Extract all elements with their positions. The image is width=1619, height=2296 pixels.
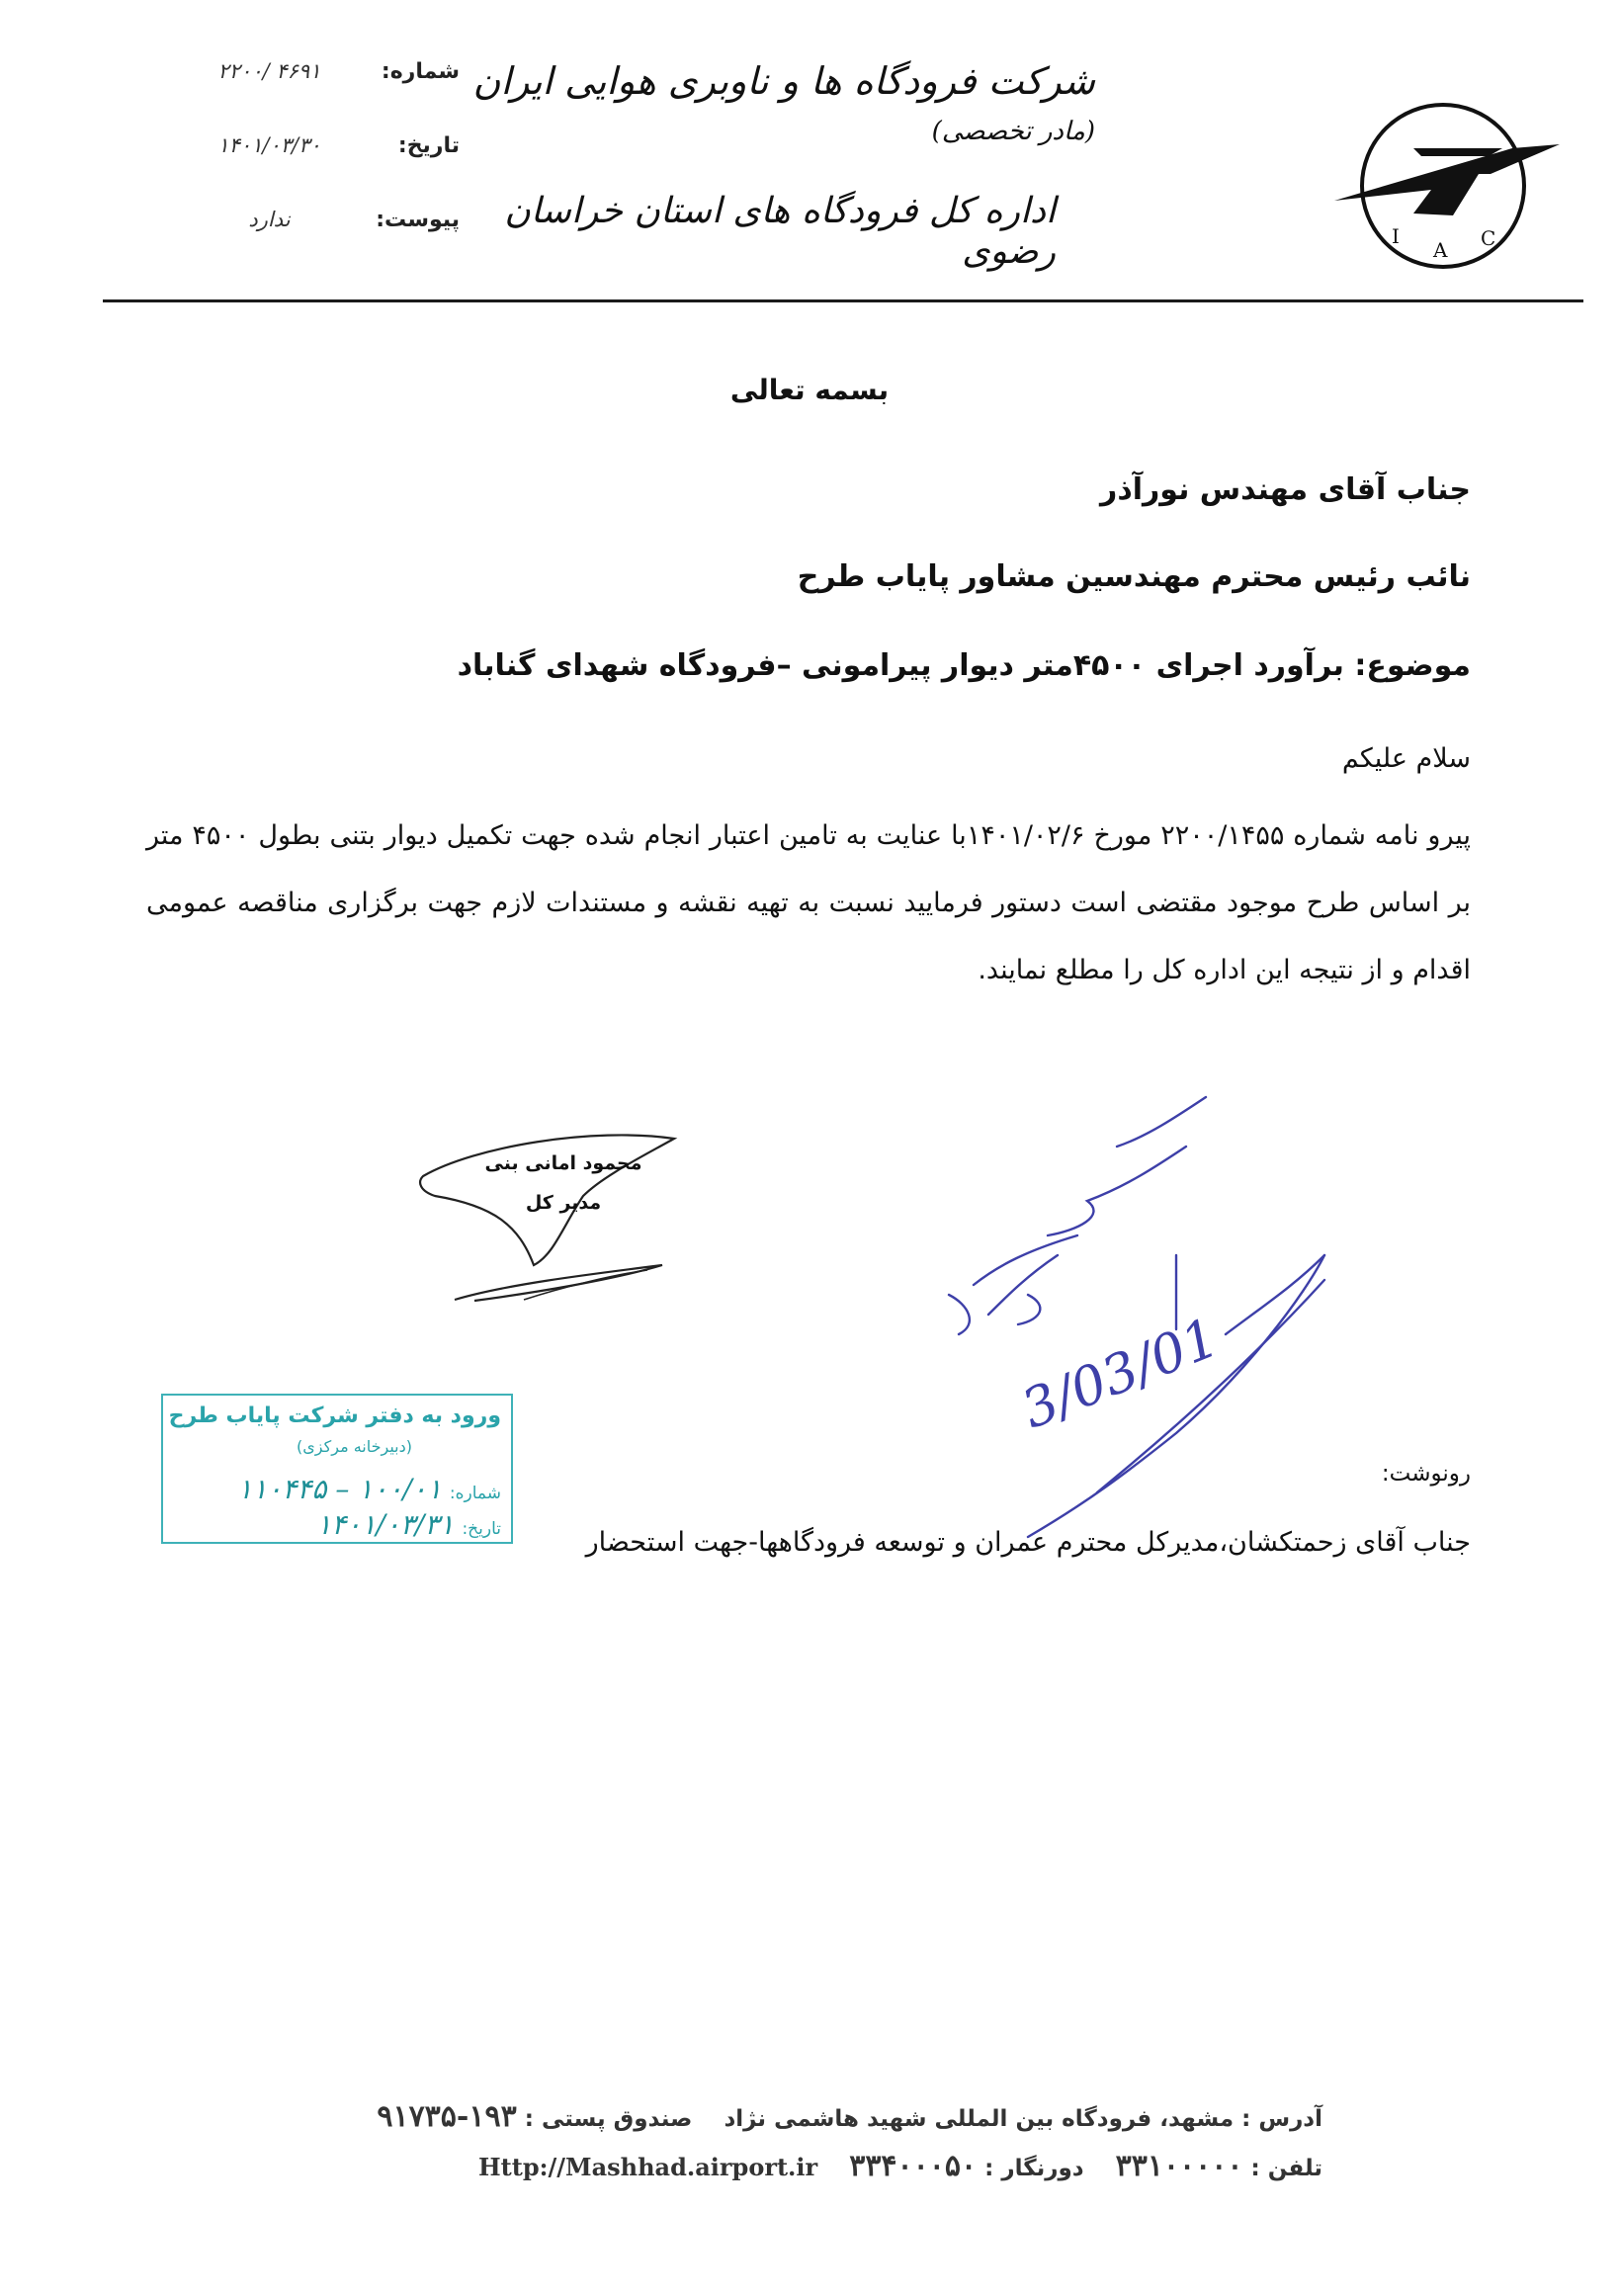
stamp-date-label: تاریخ: <box>462 1519 501 1539</box>
footer-contact <box>478 2149 1322 2183</box>
handwritten-note-icon <box>880 1077 1344 1542</box>
date-label: تاریخ: <box>397 133 460 158</box>
meta-attachment-row <box>173 208 460 282</box>
header-divider <box>103 299 1583 302</box>
address-label: آدرس : <box>1241 2106 1322 2132</box>
recipient: جناب آقای مهندس نورآذر <box>1100 472 1471 507</box>
receipt-stamp <box>161 1394 513 1544</box>
signature-block <box>415 1117 702 1305</box>
phone-value: ۳۳۱۰۰۰۰۰ <box>1115 2149 1243 2183</box>
logo-letter-a: A <box>1433 238 1448 262</box>
number-label: شماره: <box>381 59 460 84</box>
footer-address <box>377 2099 1322 2134</box>
office-name: اداره کل فرودگاه های استان خراسان رضوی <box>504 191 1056 273</box>
company-qualifier: (مادر تخصصی) <box>931 116 1095 146</box>
stamp-date-value: ۱۴۰۱/۰۳/۳۱ <box>316 1508 455 1541</box>
logo-letter-c: C <box>1481 226 1496 250</box>
meta-date-row <box>173 133 460 208</box>
cc-label: رونوشت: <box>1381 1461 1471 1487</box>
letter-meta <box>173 59 460 282</box>
phone-label: تلفن : <box>1250 2156 1322 2181</box>
po-box-label: صندوق پستی : <box>524 2106 693 2132</box>
stamp-subtitle: (دبیرخانه مرکزی) <box>297 1437 412 1456</box>
company-header <box>463 59 1095 272</box>
address-text: مشهد، فرودگاه بین المللی شهید هاشمی نژاد <box>724 2106 1235 2132</box>
company-name <box>463 59 1095 149</box>
stamp-number-label: شماره: <box>449 1484 501 1503</box>
signatory-title: مدیر کل <box>525 1192 602 1214</box>
signatory-name: محمود امانی بنی <box>484 1152 642 1174</box>
letter-body: پیرو نامه شماره ۲۲۰۰/۱۴۵۵ مورخ ۱۴۰۱/۰۲/۶با عنایت به تامین اعتبار انجام شده جهت تکمیل دیوار بتنی بطول ۴۵۰۰ متر بر اساس طرح موجود مقتضی است دستور فرمایید نسبت به تهیه نقشه و مستندات لازم جهت برگزاری مناقصه عمومی اقدام و از نتیجه این اداره کل را مطلع نمایند. <box>146 820 1471 985</box>
stamp-number-row <box>237 1473 501 1505</box>
logo-letter-i: I <box>1392 224 1400 248</box>
fax-value: ۳۳۴۰۰۰۵۰ <box>849 2149 978 2183</box>
stamp-title: ورود به دفتر شرکت پایاب طرح <box>168 1403 501 1428</box>
cc-recipient: جناب آقای زحمتکشان،مدیرکل محترم عمران و توسعه فرودگاهها-جهت استحضار <box>585 1527 1471 1558</box>
website-link[interactable]: Http://Mashhad.airport.ir <box>477 2153 818 2181</box>
subject: موضوع: برآورد اجرای ۴۵۰۰متر دیوار پیرامونی –فرودگاه شهدای گناباد <box>457 648 1471 683</box>
stamp-number-value: ۱۰۰/۰۱ – ۱۱۰۴۴۵ <box>237 1473 442 1505</box>
iac-logo-icon <box>1315 87 1572 285</box>
company-line: شرکت فرودگاه ها و ناوبری هوایی ایران <box>472 59 1095 103</box>
greeting: سلام علیکم <box>1341 743 1471 774</box>
attachment-label: پیوست: <box>376 208 460 232</box>
date-value: ۱۴۰۱/۰۳/۳۰ <box>217 133 321 157</box>
recipient-position: نائب رئیس محترم مهندسین مشاور پایاب طرح <box>797 559 1471 594</box>
attachment-value: ندارد <box>248 208 291 231</box>
stamp-date-row <box>316 1508 501 1541</box>
fax-label: دورنگار : <box>984 2156 1084 2181</box>
number-value: ۴۶۹۱ /۲۲۰۰ <box>217 59 321 83</box>
handwritten-date: 3/03/01 <box>1013 1306 1228 1441</box>
basmala: بسمه تعالی <box>729 374 890 406</box>
po-box-value: ۱۹۳-۹۱۷۳۵ <box>377 2099 517 2134</box>
meta-number-row <box>173 59 460 133</box>
